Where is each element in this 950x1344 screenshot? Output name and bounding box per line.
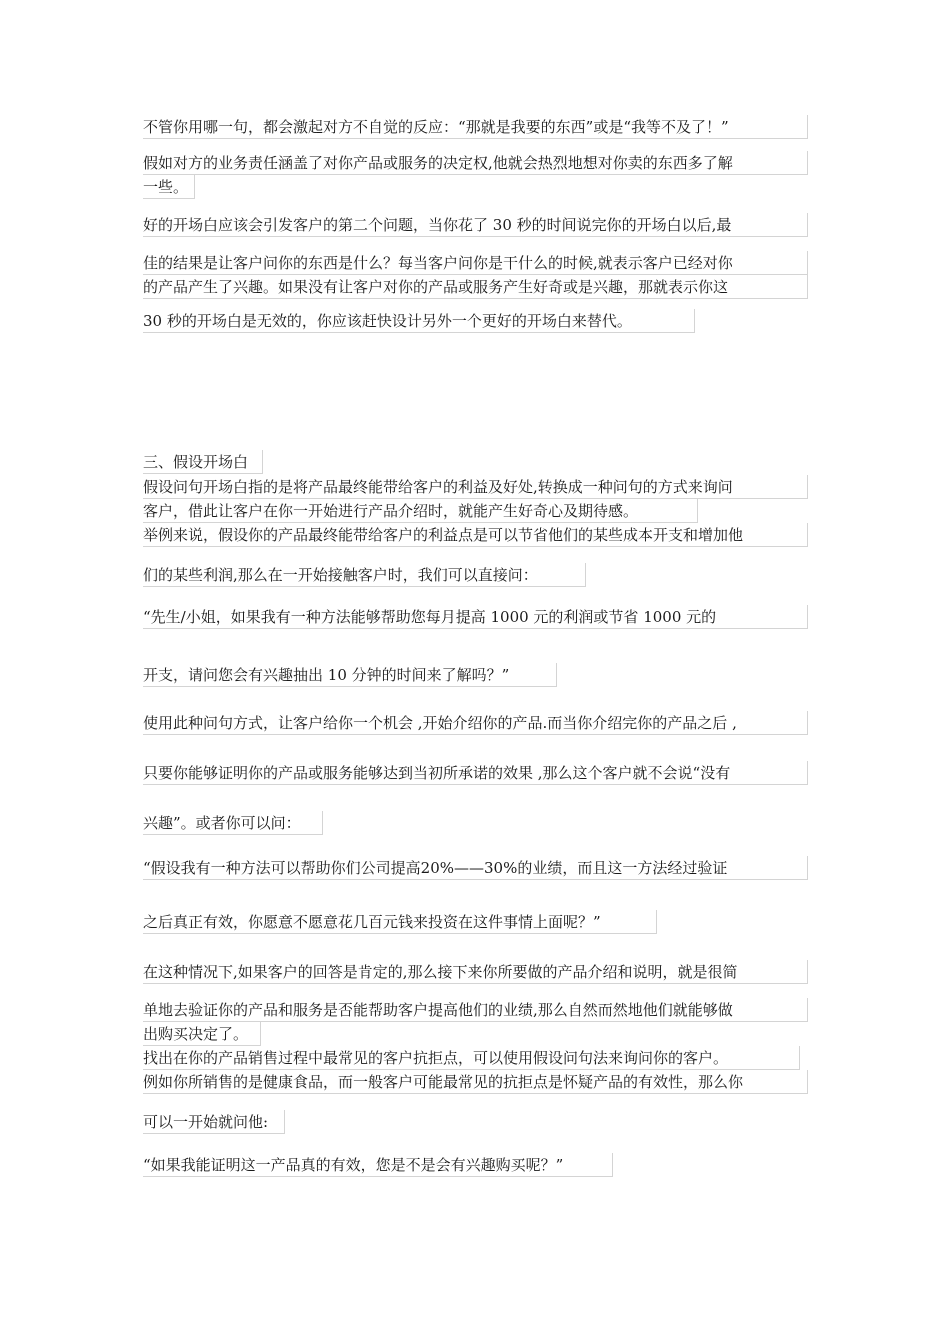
text-line: 出购买决定了。: [143, 1022, 261, 1046]
text-line: 例如你所销售的是健康食品，而一般客户可能最常见的抗拒点是怀疑产品的有效性，那么你: [143, 1070, 808, 1094]
text-line: 客户，借此让客户在你一开始进行产品介绍时，就能产生好奇心及期待感。: [143, 499, 698, 523]
text-line: 假如对方的业务责任涵盖了对你产品或服务的决定权,他就会热烈地想对你卖的东西多了解: [143, 151, 808, 175]
text-line: “先生/小姐，如果我有一种方法能够帮助您每月提高 1000 元的利润或节省 1000 元的: [143, 605, 808, 629]
text-line: 开支，请问您会有兴趣抽出 10 分钟的时间来了解吗？”: [143, 663, 557, 687]
text-line: 之后真正有效，你愿意不愿意花几百元钱来投资在这件事情上面呢？”: [143, 910, 657, 934]
text-line: 一些。: [143, 175, 195, 199]
text-line: 不管你用哪一句，都会激起对方不自觉的反应：“那就是我要的东西”或是“我等不及了！”: [143, 115, 808, 139]
text-line: 在这种情况下,如果客户的回答是肯定的,那么接下来你所要做的产品介绍和说明，就是很简: [143, 960, 808, 984]
text-line: 找出在你的产品销售过程中最常见的客户抗拒点，可以使用假设问句法来询问你的客户。: [143, 1046, 800, 1070]
text-line: 只要你能够证明你的产品或服务能够达到当初所承诺的效果 ,那么这个客户就不会说“没有: [143, 761, 808, 785]
text-line: 举例来说，假设你的产品最终能带给客户的利益点是可以节省他们的某些成本开支和增加他: [143, 523, 808, 547]
text-line: “假设我有一种方法可以帮助你们公司提高20%——30%的业绩，而且这一方法经过验证: [143, 856, 808, 880]
text-line: 好的开场白应该会引发客户的第二个问题，当你花了 30 秒的时间说完你的开场白以后,最: [143, 213, 808, 237]
text-line: 使用此种问句方式，让客户给你一个机会 ,开始介绍你的产品.而当你介绍完你的产品之后 ,: [143, 711, 808, 735]
text-line: “如果我能证明这一产品真的有效，您是不是会有兴趣购买呢？”: [143, 1153, 613, 1177]
text-line: 的产品产生了兴趣。如果没有让客户对你的产品或服务产生好奇或是兴趣，那就表示你这: [143, 275, 808, 299]
text-line: 兴趣”。或者你可以问：: [143, 811, 323, 835]
text-line: 们的某些利润,那么在一开始接触客户时，我们可以直接问：: [143, 563, 586, 587]
section-heading: 三、假设开场白: [143, 450, 263, 474]
text-line: 单地去验证你的产品和服务是否能帮助客户提高他们的业绩,那么自然而然地他们就能够做: [143, 998, 808, 1022]
text-line: 假设问句开场白指的是将产品最终能带给客户的利益及好处,转换成一种问句的方式来询问: [143, 475, 808, 499]
text-line: 佳的结果是让客户问你的东西是什么？每当客户问你是干什么的时候,就表示客户已经对你: [143, 251, 808, 275]
text-line: 可以一开始就问他:: [143, 1110, 285, 1134]
text-line: 30 秒的开场白是无效的，你应该赶快设计另外一个更好的开场白来替代。: [143, 309, 695, 333]
